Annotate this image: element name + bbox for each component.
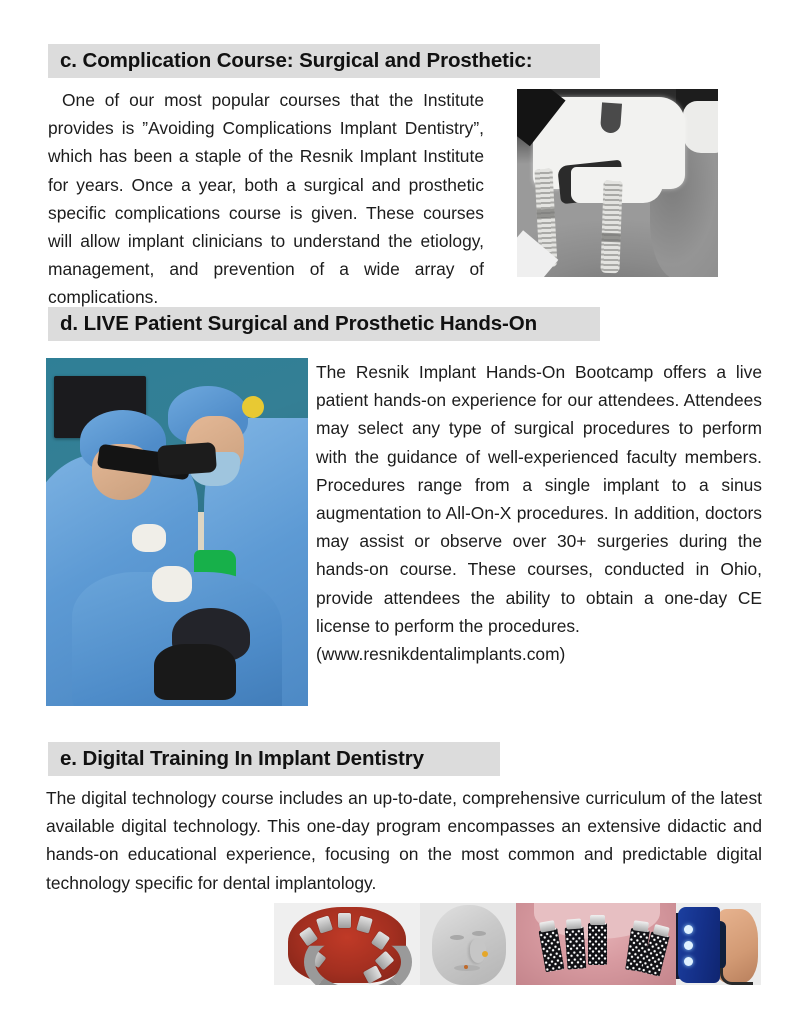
scan-body-cap bbox=[633, 920, 649, 932]
section-d-url: (www.resnikdentalimplants.com) bbox=[316, 644, 566, 665]
radiograph-crown-groove bbox=[600, 102, 622, 133]
scanner-led bbox=[684, 941, 693, 950]
section-d-paragraph bbox=[316, 358, 762, 668]
section-c-paragraph: One of our most popular courses that the Institute provides is ”Avoiding Complications Implant Dentistry”, which has been a staple of the Resnik Implant Institute for years. Once a year, both a surgical and prosthetic specific complications course is given. These courses will allow implant clinicians to understand the etiology, management, and prevention of a wide array of complications. bbox=[48, 90, 484, 308]
section-heading-c bbox=[48, 44, 600, 78]
scanned-eye bbox=[472, 931, 486, 936]
live-surgery-photo-image bbox=[46, 358, 308, 706]
section-d-paragraph-text: The Resnik Implant Hands-On Bootcamp offers a live patient hands-on experience for our attendees. Attendees may select any type of surgical procedures to perform with the guidance of well-experienced faculty members. Procedures range from a single implant to a sinus augmentation to All-On-X procedures. In addition, doctors may assist or observe over 30+ surgeries during the hands-on course. These courses, conducted in Ohio, provide attendees the ability to obtain a one-day CE license to perform the procedures. bbox=[316, 362, 762, 636]
facial-3d-scan-image bbox=[420, 903, 516, 985]
gloved-hand bbox=[132, 524, 166, 552]
intraoral-scan-bodies-image bbox=[516, 903, 676, 985]
scan-body bbox=[588, 923, 607, 965]
radiograph-implant-fixture-right bbox=[600, 181, 622, 274]
scan-abutment bbox=[338, 913, 351, 928]
radiograph-bone-level-marker bbox=[601, 233, 620, 243]
scan-body-cap bbox=[590, 915, 605, 925]
section-e-paragraph: The digital technology course includes an up-to-date, comprehensive curriculum of the latest available digital technology. This one-day program encompasses an extensive didactic and hands-on educational experience, focusing on the most common and predictable digital technology specific for dental implantology. bbox=[46, 788, 762, 893]
section-heading-d bbox=[48, 307, 600, 341]
dental-chair-headrest bbox=[154, 644, 236, 700]
headlight-battery bbox=[242, 396, 264, 418]
scanned-eye bbox=[450, 935, 464, 940]
scan-body-cap bbox=[566, 919, 582, 930]
radiograph-bone-level-marker bbox=[537, 209, 555, 219]
section-heading-d-label: d. LIVE Patient Surgical and Prosthetic Hands-On bbox=[60, 312, 538, 335]
scanned-head-mesh bbox=[432, 905, 506, 985]
section-heading-c-label: c. Complication Course: Surgical and Prosthetic: bbox=[60, 49, 533, 72]
radiograph-adjacent-tooth bbox=[683, 101, 718, 153]
section-heading-e-label: e. Digital Training In Implant Dentistry bbox=[60, 747, 424, 770]
scan-landmark-marker bbox=[482, 951, 488, 957]
gloved-hand bbox=[152, 566, 192, 602]
section-heading-e bbox=[48, 742, 500, 776]
digital-technology-image-strip bbox=[274, 903, 761, 985]
scan-body bbox=[565, 926, 587, 969]
scan-landmark-marker bbox=[464, 965, 468, 969]
scanner-led bbox=[684, 957, 693, 966]
dental-radiograph-image bbox=[517, 89, 718, 277]
photogrammetry-arch-model-image bbox=[274, 903, 420, 985]
scan-body-cap bbox=[539, 920, 556, 932]
scanner-led bbox=[684, 925, 693, 934]
handheld-intraoral-scanner-image bbox=[676, 903, 761, 985]
scanner-cable bbox=[720, 968, 753, 985]
assistant-loupes bbox=[157, 442, 217, 476]
